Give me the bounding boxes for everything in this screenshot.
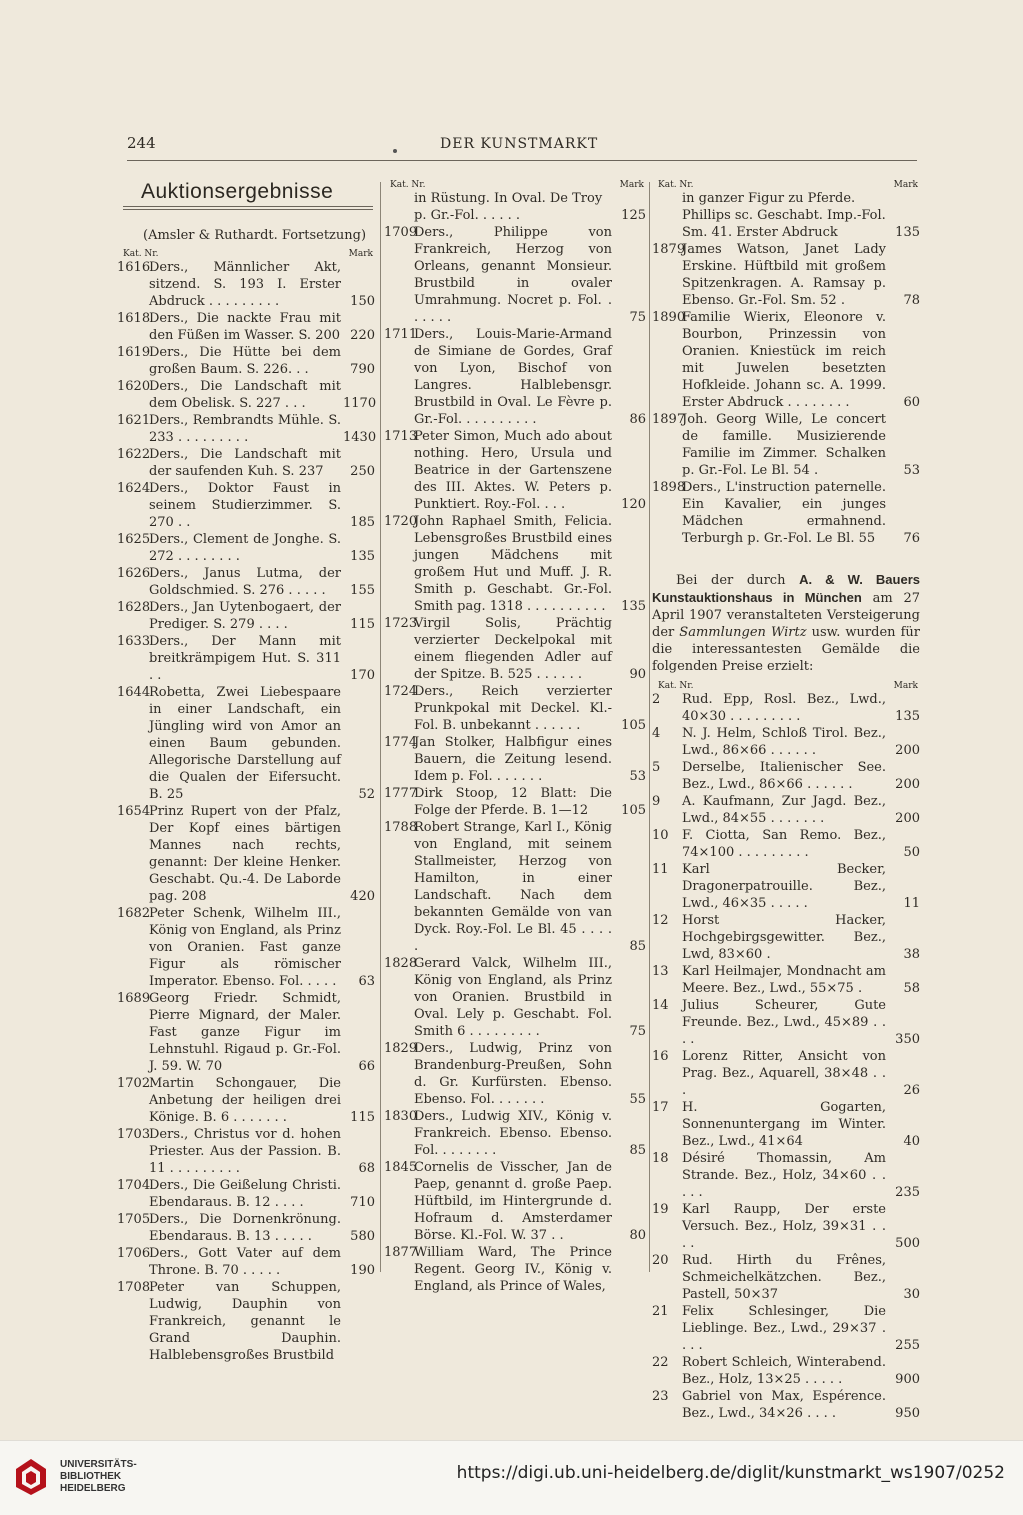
entry-list [117,259,375,1364]
entry-price: 135 [895,709,920,724]
entry-list [652,691,920,1422]
entry-price: 50 [903,845,920,860]
entry-number: 1708 [117,1280,151,1295]
entry-price: 105 [621,803,646,818]
catalogue-entry [652,1201,920,1252]
entry-number: 18 [652,1151,669,1166]
entry-number: 1704 [117,1178,151,1193]
catalogue-entry [652,691,920,725]
entry-number: 1644 [117,685,151,700]
entry-number: 17 [652,1100,669,1115]
entry-text: Ders., Männlicher Akt, sitzend. S. 193 I. Erster Abdruck . . . . . . . . . [149,260,341,309]
entry-number: 1689 [117,991,151,1006]
entry-price: 1170 [343,396,377,411]
catalogue-entry [117,1279,375,1364]
catalogue-entry [117,990,375,1075]
entry-number: 2 [652,692,661,707]
entry-text: Rud. Hirth du Frênes, Schmeichelkätzchen. Bez., Pastell, 50×37 [682,1253,886,1302]
entry-number: 1879 [652,242,686,257]
entry-price: 250 [350,464,375,479]
entry-price: 125 [621,208,646,223]
continuation-entry [652,190,920,241]
entry-price: 185 [350,515,375,530]
entry-text: Felix Schlesinger, Die Lieblinge. Bez., Lwd., 29×37 . . . . [682,1304,886,1353]
kat-label: Kat. Nr. [123,249,159,259]
catalogue-entry [117,531,375,565]
entry-number: 21 [652,1304,669,1319]
entry-text: Prinz Rupert von der Pfalz, Der Kopf eines bärtigen Mannes nach rechts, genannt: Der kleine Henker. Geschabt. Qu.-4. De Laborde pag. 208 [149,804,341,904]
entry-text: Gabriel von Max, Espérence. Bez., Lwd., 34×26 . . . . [682,1389,886,1421]
catalogue-entry [652,1150,920,1201]
entry-number: 4 [652,726,661,741]
title-rule [123,206,373,207]
entry-text: Lorenz Ritter, Ansicht von Prag. Bez., Aquarell, 38×48 . . . [682,1049,886,1098]
entry-number: 10 [652,828,669,843]
entry-text: Karl Becker, Dragonerpatrouille. Bez., Lwd., 46×35 . . . . . [682,862,886,911]
entry-number: 1706 [117,1246,151,1261]
footer-bar [0,1440,1023,1515]
catalogue-entry [117,803,375,905]
intro-paragraph [652,571,920,675]
entry-number: 1618 [117,311,151,326]
catalogue-entry [652,1048,920,1099]
entry-text: Ders., Reich verzierter Prunkpokal mit Deckel. Kl.-Fol. B. unbekannt . . . . . . [414,684,612,733]
catalogue-entry [117,1245,375,1279]
entry-price: 170 [350,668,375,683]
entry-number: 1713 [384,429,418,444]
entry-price: 220 [350,328,375,343]
entry-text: Ders., Die Landschaft mit der saufenden Kuh. S. 237 [149,447,341,479]
entry-number: 1845 [384,1160,418,1175]
catalogue-entry [652,309,920,411]
entry-text: Ders., Ludwig XIV., König v. Frankreich. Ebenso. Ebenso. Fol. . . . . . . . [414,1109,612,1158]
para-italic: Sammlungen Wirtz [679,625,807,640]
catalogue-entry [117,344,375,378]
mark-label: Mark [893,180,918,190]
entry-number: 23 [652,1389,669,1404]
kat-label: Kat. Nr. [390,180,426,190]
entry-price: 68 [358,1161,375,1176]
column-3 [652,180,920,1422]
entry-text: Robetta, Zwei Liebespaare in einer Landschaft, ein Jüngling wird von Amor an einen Baum gebunden. Allegorische Darstellung auf die Qualen der Eifersucht. B. 25 [149,685,341,802]
entry-price: 52 [358,787,375,802]
catalogue-entry [652,912,920,963]
page-number: 244 [127,134,156,152]
header-dot [393,149,397,153]
entry-text: Ders., Die Landschaft mit dem Obelisk. S. 227 . . . [149,379,341,411]
entry-number: 1620 [117,379,151,394]
catalogue-entry [117,480,375,531]
entry-text: Rud. Epp, Rosl. Bez., Lwd., 40×30 . . . . . . . . . [682,692,886,724]
entry-text: Gerard Valck, Wilhelm III., König von England, als Prinz von Oranien. Brustbild in Oval. Lely p. Geschabt. Fol. Smith 6 . . . . . . . . . [414,956,612,1039]
entry-list [652,241,920,547]
entry-price: 200 [895,743,920,758]
catalogue-entry [117,905,375,990]
catalogue-entry [652,1388,920,1422]
catalogue-entry [652,997,920,1048]
catalogue-entry [384,785,646,819]
entry-text: H. Gogarten, Sonnenuntergang im Winter. Bez., Lwd., 41×64 [682,1100,886,1149]
entry-number: 1720 [384,514,418,529]
mark-label: Mark [348,249,373,259]
entry-number: 1890 [652,310,686,325]
catalogue-entry [652,963,920,997]
entry-price: 11 [903,896,920,911]
entry-text: Familie Wierix, Eleonore v. Bourbon, Prinzessin von Oranien. Kniestück im reich mit Juwelen besetzten Hofkleide. Johann sc. A. 1999. Erster Abdruck . . . . . . . . [682,310,886,410]
catalogue-entry [384,428,646,513]
entry-text: Ders., Christus vor d. hohen Priester. Aus der Passion. B. 11 . . . . . . . . . [149,1127,341,1176]
entry-text: James Watson, Janet Lady Erskine. Hüftbild mit großem Spitzenkragen. A. Ramsay p. Ebenso. Gr.-Fol. Sm. 52 . [682,242,886,308]
continuation-entry [384,190,646,224]
entry-number: 1633 [117,634,151,649]
catalogue-entry [652,1303,920,1354]
entry-price: 26 [903,1083,920,1098]
entry-text: Ders., Die Geißelung Christi. Ebendaraus. B. 12 . . . . [149,1178,341,1210]
entry-number: 1682 [117,906,151,921]
entry-number: 1829 [384,1041,418,1056]
kat-label: Kat. Nr. [658,180,694,190]
entry-price: 53 [903,463,920,478]
entry-price: 135 [895,225,920,240]
catalogue-entry [117,412,375,446]
entry-price: 40 [903,1134,920,1149]
entry-text: Karl Raupp, Der erste Versuch. Bez., Holz, 39×31 . . . . [682,1202,886,1251]
entry-number: 1628 [117,600,151,615]
section-subtitle: (Amsler & Ruthardt. Fortsetzung) [143,228,367,243]
institution-line: HEIDELBERG [60,1483,126,1494]
entry-number: 1828 [384,956,418,971]
entry-number: 1624 [117,481,151,496]
entry-text: Ders., Philippe von Frankreich, Herzog von Orleans, genannt Monsieur. Brustbild in ovaler Umrahmung. Nocret p. Fol. . . . . . . [414,225,612,325]
catalogue-entry [384,1159,646,1244]
entry-text: Ders., Jan Uytenbogaert, der Prediger. S. 279 . . . . [149,600,341,632]
column-divider [649,182,650,1272]
entry-number: 1702 [117,1076,151,1091]
catalogue-entry [117,599,375,633]
entry-list [384,224,646,1295]
entry-price: 86 [629,412,646,427]
entry-text: Peter van Schuppen, Ludwig, Dauphin von Frankreich, genannt le Grand Dauphin. Halblebensgroßes Brustbild [149,1280,341,1363]
column-header [652,681,920,691]
title-rule [123,209,373,210]
entry-text: Peter Schenk, Wilhelm III., König von England, als Prinz von Oranien. Fast ganze Figur als römischer Imperator. Ebenso. Fol. . . . . [149,906,341,989]
entry-price: 75 [629,1024,646,1039]
catalogue-entry [384,683,646,734]
section-title: Auktionsergebnisse [141,180,334,203]
entry-number: 1723 [384,616,418,631]
entry-number: 1626 [117,566,151,581]
entry-text: Horst Hacker, Hochgebirgsgewitter. Bez., Lwd, 83×60 . [682,913,886,962]
entry-number: 1877 [384,1245,418,1260]
entry-text: John Raphael Smith, Felicia. Lebensgroßes Brustbild eines jungen Mädchens mit großem Hut und Muff. J. R. Smith p. Geschabt. Gr.-Fol. Smith pag. 1318 . . . . . . . . . . [414,514,612,614]
entry-number: 9 [652,794,661,809]
entry-text: Robert Strange, Karl I., König von England, mit seinem Stallmeister, Herzog von Hamilton, in einer Landschaft. Nach dem bekannten Gemälde von van Dyck. Roy.-Fol. Le Bl. 45 . . . . . [414,820,612,954]
entry-price: 790 [350,362,375,377]
catalogue-entry [652,479,920,547]
entry-number: 1788 [384,820,418,835]
entry-price: 66 [358,1059,375,1074]
entry-number: 1621 [117,413,151,428]
column-1 [117,180,375,1364]
entry-price: 200 [895,811,920,826]
entry-price: 38 [903,947,920,962]
entry-text: Ders., Doktor Faust in seinem Studierzimmer. S. 270 . . [149,481,341,530]
catalogue-entry [384,513,646,615]
entry-price: 190 [350,1263,375,1278]
entry-number: 1774 [384,735,418,750]
entry-text: Martin Schongauer, Die Anbetung der heiligen drei Könige. B. 6 . . . . . . . [149,1076,341,1125]
catalogue-entry [117,684,375,803]
entry-price: 85 [629,1143,646,1158]
catalogue-entry [652,1099,920,1150]
entry-price: 55 [629,1092,646,1107]
entry-text: Ders., Die Hütte bei dem großen Baum. S. 226. . . [149,345,341,377]
entry-number: 1711 [384,327,418,342]
catalogue-entry [652,793,920,827]
entry-price: 150 [350,294,375,309]
running-title: DER KUNSTMARKT [440,136,599,152]
entry-text: Ders., Ludwig, Prinz von Brandenburg-Preußen, Sohn d. Gr. Kurfürsten. Ebenso. Ebenso. Fol. . . . . . . [414,1041,612,1107]
entry-price: 53 [629,769,646,784]
catalogue-entry [117,1177,375,1211]
entry-price: 950 [895,1406,920,1421]
continuation-text: in ganzer Figur zu Pferde. Phillips sc. Geschabt. Imp.-Fol. Sm. 41. Erster Abdruck [682,191,886,240]
catalogue-entry [117,565,375,599]
entry-number: 1777 [384,786,418,801]
catalogue-entry [652,725,920,759]
university-seal-icon [14,1457,48,1497]
entry-number: 1625 [117,532,151,547]
catalogue-entry [117,310,375,344]
entry-price: 58 [903,981,920,996]
entry-number: 1654 [117,804,151,819]
mark-label: Mark [619,180,644,190]
catalogue-entry [384,1040,646,1108]
entry-text: Jan Stolker, Halbfigur eines Bauern, die Zeitung lesend. Idem p. Fol. . . . . . . [414,735,612,784]
catalogue-entry [652,759,920,793]
entry-number: 20 [652,1253,669,1268]
catalogue-entry [384,819,646,955]
entry-price: 76 [903,531,920,546]
entry-price: 90 [629,667,646,682]
entry-text: Peter Simon, Much ado about nothing. Hero, Ursula und Beatrice in der Gartenszene des III. Aktes. W. Peters p. Punktiert. Roy.-Fol. . . . [414,429,612,512]
entry-text: Robert Schleich, Winterabend. Bez., Holz, 13×25 . . . . . [682,1355,886,1387]
entry-text: Ders., Gott Vater auf dem Throne. B. 70 . . . . . [149,1246,341,1278]
kat-label: Kat. Nr. [658,681,694,691]
catalogue-entry [384,1244,646,1295]
entry-price: 30 [903,1287,920,1302]
entry-text: Ders., Die Dornenkrönung. Ebendaraus. B. 13 . . . . . [149,1212,341,1244]
entry-number: 1898 [652,480,686,495]
entry-text: William Ward, The Prince Regent. Georg IV., König v. England, als Prince of Wales, [414,1245,612,1294]
column-divider [380,182,381,1272]
institution-line: UNIVERSITÄTS- [60,1459,137,1470]
entry-price: 115 [350,617,375,632]
catalogue-entry [384,326,646,428]
entry-number: 1619 [117,345,151,360]
entry-text: F. Ciotta, San Remo. Bez., 74×100 . . . . . . . . . [682,828,886,860]
entry-number: 22 [652,1355,669,1370]
institution-line: BIBLIOTHEK [60,1471,122,1482]
entry-text: Ders., Clement de Jonghe. S. 272 . . . . . . . . [149,532,341,564]
entry-price: 235 [895,1185,920,1200]
entry-text: Ders., Die nackte Frau mit den Füßen im Wasser. S. 200 [149,311,341,343]
entry-price: 115 [350,1110,375,1125]
catalogue-entry [117,1075,375,1126]
catalogue-entry [652,411,920,479]
entry-number: 1703 [117,1127,151,1142]
entry-price: 350 [895,1032,920,1047]
entry-price: 155 [350,583,375,598]
entry-number: 16 [652,1049,669,1064]
entry-number: 19 [652,1202,669,1217]
catalogue-entry [652,241,920,309]
entry-text: Désiré Thomassin, Am Strande. Bez., Holz, 34×60 . . . . . [682,1151,886,1200]
entry-price: 135 [350,549,375,564]
para-text: usw. wurden für die interessantesten Gemälde die folgenden Preise erzielt: [652,625,920,674]
catalogue-entry [384,1108,646,1159]
entry-number: 5 [652,760,661,775]
entry-text: Cornelis de Visscher, Jan de Paep, genannt d. große Paep. Hüftbild, im Hintergrunde d. Hofraum d. Amsterdamer Börse. Kl.-Fol. W. 37 . . [414,1160,612,1243]
entry-price: 105 [621,718,646,733]
column-header [384,180,646,190]
entry-number: 1830 [384,1109,418,1124]
entry-price: 1430 [343,430,377,445]
entry-text: Karl Heilmajer, Mondnacht am Meere. Bez., Lwd., 55×75 . [682,964,886,996]
entry-price: 80 [629,1228,646,1243]
entry-price: 85 [629,939,646,954]
column-header [652,180,920,190]
header-rule [127,160,917,161]
mark-label: Mark [893,681,918,691]
catalogue-entry [384,224,646,326]
entry-number: 13 [652,964,669,979]
entry-text: Julius Scheurer, Gute Freunde. Bez., Lwd., 45×89 . . . . [682,998,886,1047]
entry-text: Ders., Louis-Marie-Armand de Simiane de Gordes, Graf von Lyon, Bischof von Langres. Halblebensgr. Brustbild in Oval. Le Fèvre p. Gr.-Fol. . . . . . . . . . [414,327,612,427]
catalogue-entry [652,827,920,861]
entry-number: 1622 [117,447,151,462]
entry-text: Ders., Rembrandts Mühle. S. 233 . . . . . . . . . [149,413,341,445]
entry-number: 1897 [652,412,686,427]
entry-text: Ders., L'instruction paternelle. Ein Kavalier, ein junges Mädchen ermahnend. Terburgh p. Gr.-Fol. Le Bl. 55 [682,480,886,546]
entry-price: 120 [621,497,646,512]
entry-price: 420 [350,889,375,904]
entry-text: Joh. Georg Wille, Le concert de famille. Musizierende Familie im Zimmer. Schalken p. Gr.-Fol. Le Bl. 54 . [682,412,886,478]
entry-price: 255 [895,1338,920,1353]
catalogue-entry [117,446,375,480]
entry-number: 1724 [384,684,418,699]
catalogue-entry [117,378,375,412]
catalogue-entry [117,1211,375,1245]
entry-price: 78 [903,293,920,308]
entry-price: 135 [621,599,646,614]
entry-text: Derselbe, Italienischer See. Bez., Lwd., 86×66 . . . . . . [682,760,886,792]
document-url[interactable]: https://digi.ub.uni-heidelberg.de/diglit/kunstmarkt_ws1907/0252 [456,1463,1005,1483]
entry-text: Georg Friedr. Schmidt, Pierre Mignard, der Maler. Fast ganze Figur im Lehnstuhl. Rigaud p. Gr.-Fol. J. 59. W. 70 [149,991,341,1074]
catalogue-entry [652,1252,920,1303]
catalogue-entry [117,259,375,310]
institution-name [60,1459,137,1495]
entry-text: N. J. Helm, Schloß Tirol. Bez., Lwd., 86×66 . . . . . . [682,726,886,758]
catalogue-entry [384,734,646,785]
entry-number: 12 [652,913,669,928]
entry-number: 14 [652,998,669,1013]
catalogue-entry [652,1354,920,1388]
entry-price: 710 [350,1195,375,1210]
entry-text: Ders., Der Mann mit breitkrämpigem Hut. S. 311 . . [149,634,341,683]
entry-price: 580 [350,1229,375,1244]
para-text: Bei der durch [676,573,800,588]
catalogue-entry [384,955,646,1040]
entry-price: 60 [903,395,920,410]
column-2 [384,180,646,1295]
entry-number: 1616 [117,260,151,275]
continuation-text: in Rüstung. In Oval. De Troy p. Gr.-Fol. . . . . . [414,191,603,223]
para-bold: A. & W. Bauers Kunstauktionshaus in München [652,572,920,605]
catalogue-entry [652,861,920,912]
entry-price: 500 [895,1236,920,1251]
column-header [117,249,375,259]
entry-price: 900 [895,1372,920,1387]
entry-price: 200 [895,777,920,792]
para-text: am 27 April 1907 veranstalteten Versteigerung der [652,591,920,640]
catalogue-entry [117,633,375,684]
entry-text: Dirk Stoop, 12 Blatt: Die Folge der Pferde. B. 1—12 [414,786,612,818]
entry-price: 63 [358,974,375,989]
entry-text: Virgil Solis, Prächtig verzierter Deckelpokal mit einem fliegenden Adler auf der Spitze. B. 525 . . . . . . [414,616,612,682]
entry-number: 1709 [384,225,418,240]
entry-text: A. Kaufmann, Zur Jagd. Bez., Lwd., 84×55 . . . . . . . [682,794,886,826]
entry-price: 75 [629,310,646,325]
entry-number: 11 [652,862,669,877]
catalogue-entry [117,1126,375,1177]
entry-text: Ders., Janus Lutma, der Goldschmied. S. 276 . . . . . [149,566,341,598]
catalogue-entry [384,615,646,683]
entry-number: 1705 [117,1212,151,1227]
